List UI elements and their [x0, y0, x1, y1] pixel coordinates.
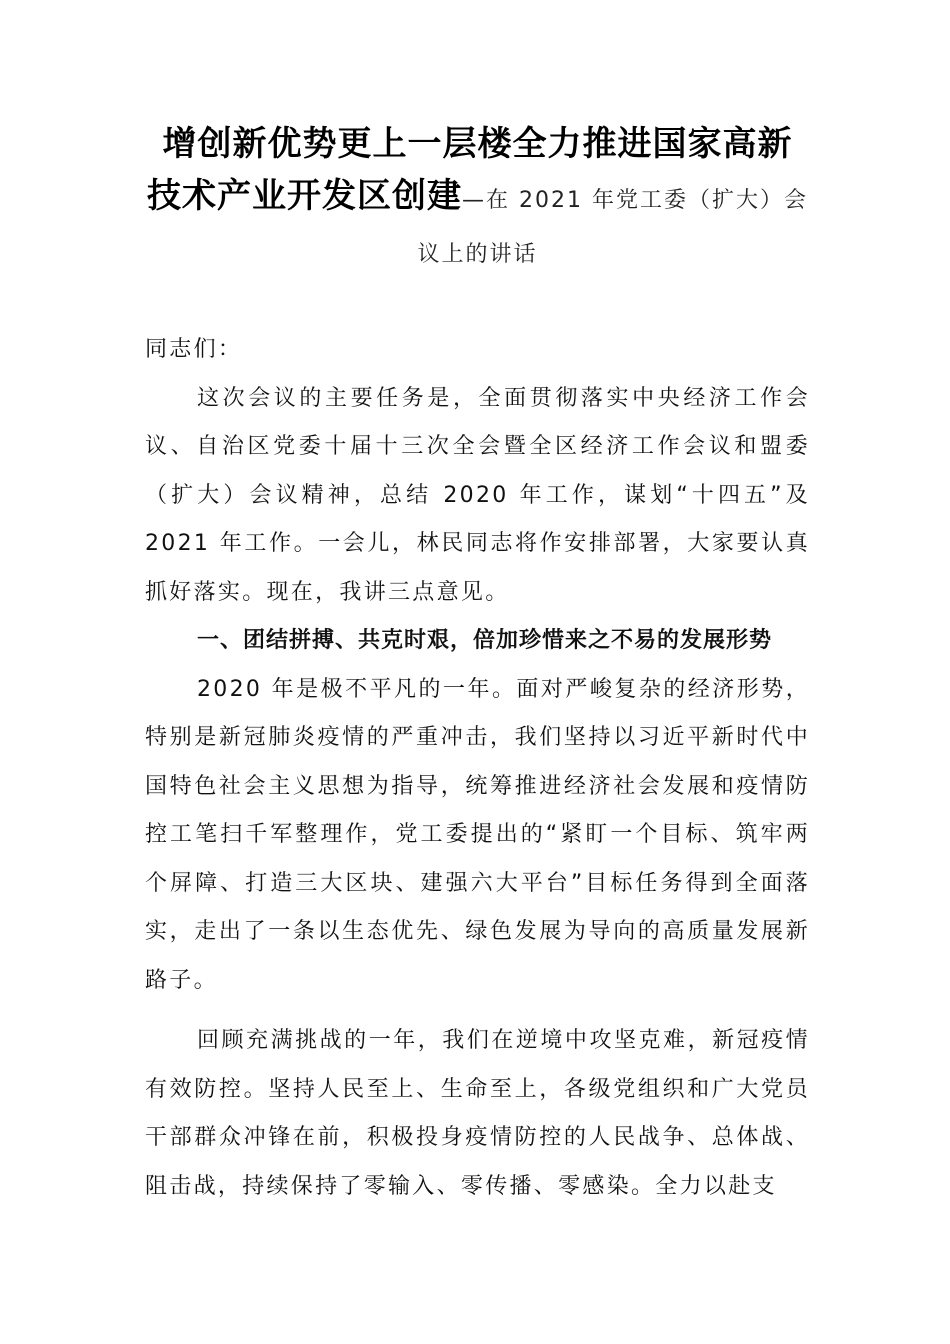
document-subtitle-part1: —在 2021 年党工委（扩大）会: [462, 188, 808, 213]
document-title-bold-part: 技术产业开发区创建: [147, 176, 462, 216]
salutation: 同志们：: [145, 337, 243, 362]
section-heading-1: 一、团结拼搏、共克时艰，倍加珍惜来之不易的发展形势: [197, 628, 773, 653]
paragraph-3: 回顾充满挑战的一年，我们在逆境中攻坚克难，新冠疫情有效防控。坚持人民至上、生命至上，各级党组织和广大党员干部群众冲锋在前，积极投身疫情防控的人民战争、总体战、阻击战，持续保持了零输入、零传播、零感染。全力以赴支: [145, 1028, 810, 1199]
document-subtitle-part2: 议上的讲话: [417, 242, 538, 267]
document-title-line1: 增创新优势更上一层楼全力推进国家高新: [162, 124, 793, 164]
paragraph-1: 这次会议的主要任务是，全面贯彻落实中央经济工作会议、自治区党委十届十三次全会暨全区经济工作会议和盟委（扩大）会议精神，总结 2020 年工作，谋划“十四五”及 2021 年工作。一会儿，林民同志将作安排部署，大家要认真抓好落实。现在，我讲三点意见。: [145, 385, 810, 605]
document-title-line2: [145, 170, 810, 227]
document-body: [145, 326, 810, 1211]
paragraph-2: 2020 年是极不平凡的一年。面对严峻复杂的经济形势，特别是新冠肺炎疫情的严重冲击，我们坚持以习近平新时代中国特色社会主义思想为指导，统筹推进经济社会发展和疫情防控工笔扫千军整理作，党工委提出的“紧盯一个目标、筑牢两个屏障、打造三大区块、建强六大平台”目标任务得到全面落实，走出了一条以生态优先、绿色发展为导向的高质量发展新路子。: [145, 676, 810, 993]
paragraph-gap: [145, 1005, 810, 1017]
document-title-block: [145, 118, 810, 281]
